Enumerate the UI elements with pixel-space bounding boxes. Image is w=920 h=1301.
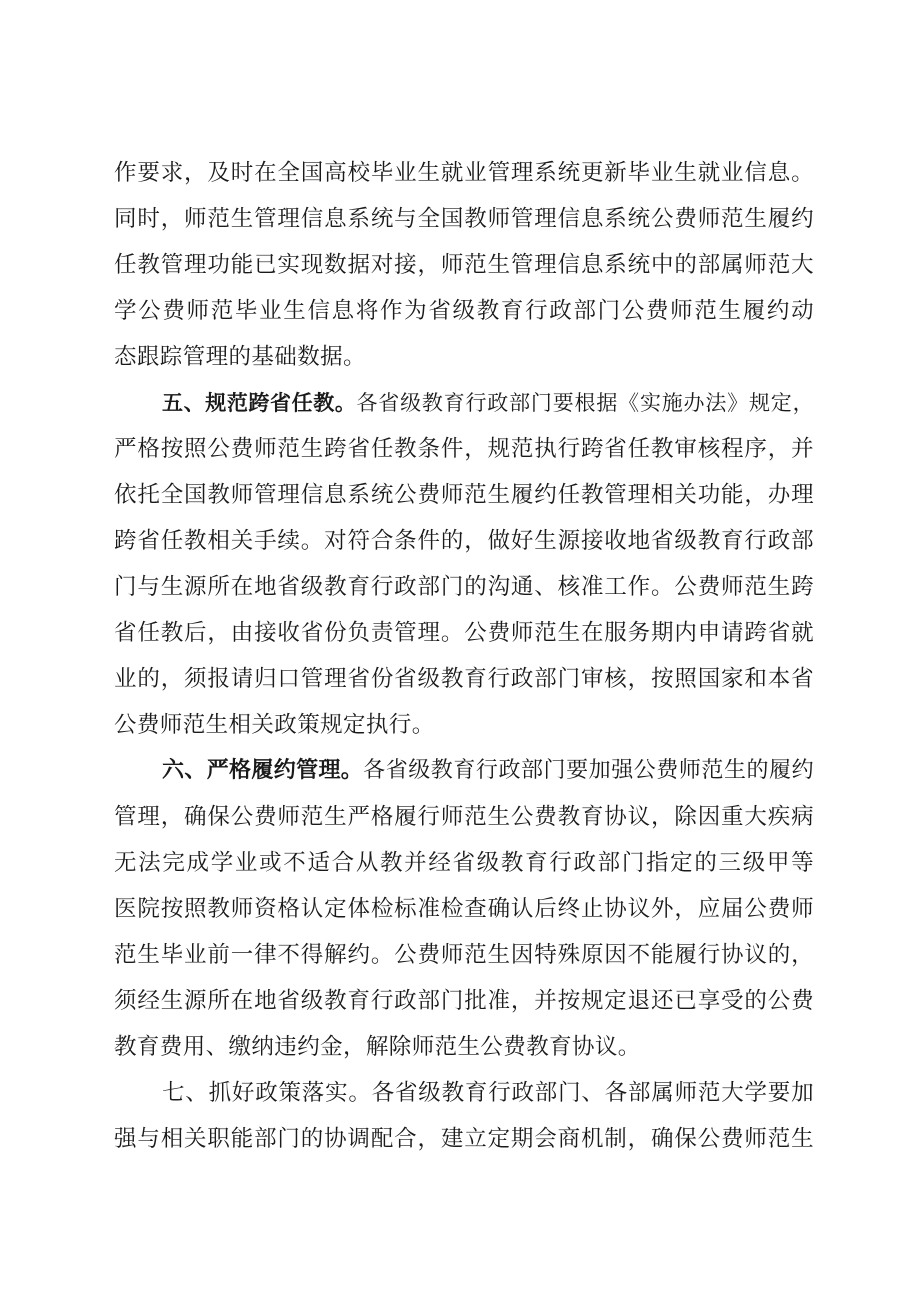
text-line: 同时，师范生管理信息系统与全国教师管理信息系统公费师范生履约 (114, 206, 814, 232)
document-body (114, 150, 814, 1162)
text-line: 任教管理功能已实现数据对接，师范生管理信息系统中的部属师范大 (114, 252, 814, 278)
text-line: 门与生源所在地省级教育行政部门的沟通、核准工作。公费师范生跨 (114, 574, 814, 600)
text-line: 公费师范生相关政策规定执行。 (114, 712, 435, 738)
paragraph-section-4-tail (114, 150, 814, 380)
text-line: 无法完成学业或不适合从教并经省级教育行政部门指定的三级甲等 (114, 850, 814, 876)
text-line: 范生毕业前一律不得解约。公费师范生因特殊原因不能履行协议的， (114, 942, 814, 968)
text-line: 作要求，及时在全国高校毕业生就业管理系统更新毕业生就业信息。 (114, 160, 814, 186)
text-line: 态跟踪管理的基础数据。 (114, 344, 366, 370)
text-line: 须经生源所在地省级教育行政部门批准，并按规定退还已享受的公费 (114, 988, 814, 1014)
section-heading: 六、严格履约管理。 (162, 758, 364, 783)
text-line: 跨省任教相关手续。对符合条件的，做好生源接收地省级教育行政部 (114, 528, 814, 554)
text-line: 省任教后，由接收省份负责管理。公费师范生在服务期内申请跨省就 (114, 620, 814, 646)
section-first-line-text: 各省级教育行政部门要加强公费师范生的履约 (363, 758, 814, 783)
paragraph-section-5 (114, 380, 814, 748)
section-heading: 五、规范跨省任教。 (162, 391, 357, 415)
paragraph-section-7 (114, 1070, 814, 1162)
section-first-line (114, 748, 814, 794)
text-line: 严格按照公费师范生跨省任教条件，规范执行跨省任教审核程序，并 (114, 436, 814, 462)
text-line: 业的，须报请归口管理省份省级教育行政部门审核，按照国家和本省 (114, 666, 814, 692)
section-first-line: 七、抓好政策落实。各省级教育行政部门、各部属师范大学要加 (162, 1080, 814, 1106)
text-line: 强与相关职能部门的协调配合，建立定期会商机制，确保公费师范生 (114, 1126, 814, 1152)
section-first-line-text: 各省级教育行政部门要根据《实施办法》规定， (356, 391, 814, 415)
section-first-line (114, 380, 814, 426)
text-line: 教育费用、缴纳违约金，解除师范生公费教育协议。 (114, 1034, 641, 1060)
text-line: 医院按照教师资格认定体检标准检查确认后终止协议外，应届公费师 (114, 896, 814, 922)
paragraph-section-6 (114, 748, 814, 1070)
text-line: 依托全国教师管理信息系统公费师范生履约任教管理相关功能，办理 (114, 482, 814, 508)
text-line: 管理，确保公费师范生严格履行师范生公费教育协议，除因重大疾病 (114, 804, 814, 830)
text-line: 学公费师范毕业生信息将作为省级教育行政部门公费师范生履约动 (114, 298, 814, 324)
